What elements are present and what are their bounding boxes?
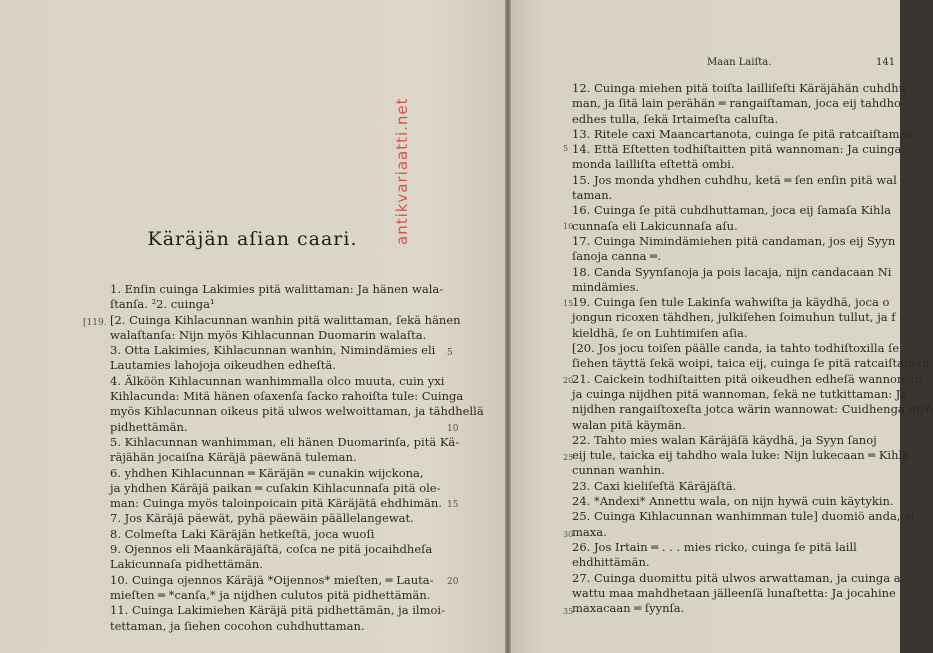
text-line: 24. *Andexi* Annettu wala, on nijn hywä cuin käytykin. — [572, 494, 894, 509]
text-line: Lautamies lahojoja oikeudhen edheſtä. — [110, 358, 336, 373]
text-line: 7. Jos Käräjä päewät, pyhä päewäin päällelangewat. — [110, 511, 414, 526]
text-line: 8. Colmeſta Laki Käräjän hetkeſtä, joca wuoſi — [110, 526, 375, 541]
text-line: 18. Canda Syynſanoja ja pois lacaja, nijn candacaan Ni — [572, 264, 892, 279]
margin-number: 10 — [447, 424, 459, 434]
text-line: Lakicunnaſa pidhettämän. — [110, 557, 263, 572]
margin-number: 20 — [447, 577, 459, 587]
text-line: 1. Enſin cuinga Lakimies pitä walittaman: Ja hänen wala- — [110, 282, 444, 296]
margin-number: 20 — [563, 376, 574, 385]
text-line: 10. Cuinga ojennos Käräjä *Oijennos* mieſten, ═ Lauta- — [110, 572, 434, 587]
text-line: taman. — [572, 188, 613, 203]
page-number: 141 — [876, 57, 896, 68]
text-line: myös Kihlacunnan oikeus pitä ulwos welwoittaman, ja tähdhellä — [110, 404, 484, 419]
text-line: 16. Cuinga ſe pitä cuhdhuttaman, joca eij ſamaſa Kihla — [572, 203, 892, 218]
text-line: monda lailliſta eſtettä ombi. — [572, 157, 735, 172]
text-line: nijdhen rangaiſtoxeſta jotca wärin wannowat: Cuidhenga myö — [572, 402, 933, 417]
text-line: cunnaſa eli Lakicunnaſa aſu. — [572, 218, 738, 233]
text-line: man: Cuinga myös taloinpoicain pitä Käräjätä ehdhimän. — [110, 496, 442, 511]
text-line: edhes tulla, ſekä Irtaimeſta caluſta. — [572, 111, 779, 126]
watermark-text: antikvariaatti.net — [393, 97, 411, 245]
text-line: tettaman, ja ſiehen cocohon cuhdhuttaman. — [110, 618, 365, 633]
text-line: ehdhittämän. — [572, 555, 650, 570]
text-line: räjähän jocaiſna Käräjä päewänä tuleman. — [110, 450, 357, 465]
text-line: 12. Cuinga miehen pitä toiſta lailliſeſti Käräjähän cuhdhu — [572, 81, 907, 95]
text-line: eij tule, taicka eij tahdho wala luke: Nijn lukecaan ═ Kihla — [572, 448, 910, 463]
text-line: ja cuinga nijdhen pitä wannoman, ſekä ne tutkittaman: Ja — [572, 386, 908, 401]
text-line: wattu maa mahdhetaan jälleenſä lunaſtetta: Ja jocahine — [572, 585, 896, 600]
text-line: mieſten ═ *canſa,* ja nijdhen culutos pitä pidhettämän. — [110, 587, 431, 602]
text-line: [2. Cuinga Kihlacunnan wanhin pitä walittaman, ſekä hänen — [110, 312, 461, 327]
text-line: cunnan wanhin. — [572, 463, 665, 478]
margin-number: 5 — [447, 348, 453, 358]
text-line: 3. Otta Lakimies, Kihlacunnan wanhin, Nimindämies eli — [110, 343, 436, 358]
text-line: 19. Cuinga ſen tule Lakinſa wahwiſta ja käydhä, joca o — [572, 295, 890, 310]
margin-number: 15 — [563, 299, 574, 308]
text-line: walan pitä käymän. — [572, 417, 686, 432]
text-line: 5. Kihlacunnan wanhimman, eli hänen Duomarinſa, pitä Kä- — [110, 434, 460, 449]
text-line: 15. Jos monda yhdhen cuhdhu, ketä ═ ſen enſin pitä wal — [572, 172, 897, 187]
text-line: 4. Älköön Kihlacunnan wanhimmalla olco muuta, cuin yxi — [110, 373, 445, 388]
text-line: 6. yhdhen Kihlacunnan ═ Käräjän ═ cunakin wijckona, — [110, 465, 424, 480]
text-line: 17. Cuinga Nimindämiehen pitä candaman, jos eij Syyn — [572, 233, 896, 248]
text-line: maxa. — [572, 524, 607, 539]
text-line: kieldhä, ſe on Luhtimiſen aſia. — [572, 325, 748, 340]
text-line: 13. Ritele caxi Maancartanota, cuinga ſe pitä ratcaiſtaman — [572, 126, 914, 141]
right-text-block — [572, 81, 933, 616]
text-line: [20. Jos jocu toiſen päälle canda, ia tahto todhiſtoxilla ſe — [572, 341, 900, 356]
text-line: mindämies. — [572, 279, 640, 294]
text-line: 23. Caxi kieliſeſtä Käräjäſtä. — [572, 478, 737, 493]
text-line: pidhettämän. — [110, 419, 188, 434]
text-line: maxacaan ═ ſyynſa. — [572, 601, 685, 616]
text-line: 22. Tahto mies walan Käräjäſä käydhä, ja Syyn ſanoj — [572, 432, 877, 447]
text-line: ſanoja canna ═. — [572, 249, 661, 264]
margin-number: 10 — [563, 222, 574, 231]
text-line: ſtanſa. ²2. cuinga¹ — [110, 297, 215, 312]
text-line: 26. Jos Irtain ═ . . . mies ricko, cuinga ſe pitä laill — [572, 539, 857, 554]
margin-number: 35 — [563, 607, 574, 616]
running-header: Maan Laiſta. — [707, 57, 772, 68]
text-line: walaſtanſa: Nijn myös Kihlacunnan Duomarin walaſta. — [110, 327, 427, 342]
text-line: 21. Caickein todhiſtaitten pitä oikeudhen edheſä wannoman — [572, 371, 923, 386]
margin-number: 15 — [447, 500, 459, 510]
text-line: ſiehen täyttä ſekä woipi, taica eij, cuinga ſe pitä ratcaiſtaman — [572, 356, 930, 371]
text-line: man, ja ſitä lain perähän ═ rangaiſtaman, joca eij tahdho — [572, 96, 901, 111]
text-line: Kihlacunda: Mitä hänen oſaxenſa ſacko rahoiſta tule: Cuinga — [110, 389, 464, 404]
text-line: 11. Cuinga Lakimiehen Käräjä pitä pidhettämän, ja ilmoi- — [110, 603, 445, 618]
margin-number: 5 — [563, 144, 569, 153]
margin-number: 30 — [563, 530, 574, 539]
text-line: jongun ricoxen tähdhen, julkiſehen ſoimuhun tullut, ja f — [572, 310, 896, 325]
chapter-title: Käräjän aſian caari. — [147, 228, 358, 250]
text-line: 14. Että Eſtetten todhiſtaitten pitä wannoman: Ja cuinga — [572, 142, 902, 157]
text-line: 27. Cuinga duomittu pitä ulwos arwattaman, ja cuinga a — [572, 570, 901, 585]
margin-number: 25 — [563, 453, 574, 462]
margin-number: [119. — [83, 318, 107, 328]
text-line: 25. Cuinga Kihlacunnan wanhimman tule] duomiö anda, el — [572, 509, 915, 524]
text-line: ja yhdhen Käräjä paikan ═ cuſakin Kihlacunnaſa pitä ole- — [110, 480, 441, 495]
text-line: 9. Ojennos eli Maankäräjäſtä, coſca ne pitä jocaihdheſa — [110, 542, 433, 557]
